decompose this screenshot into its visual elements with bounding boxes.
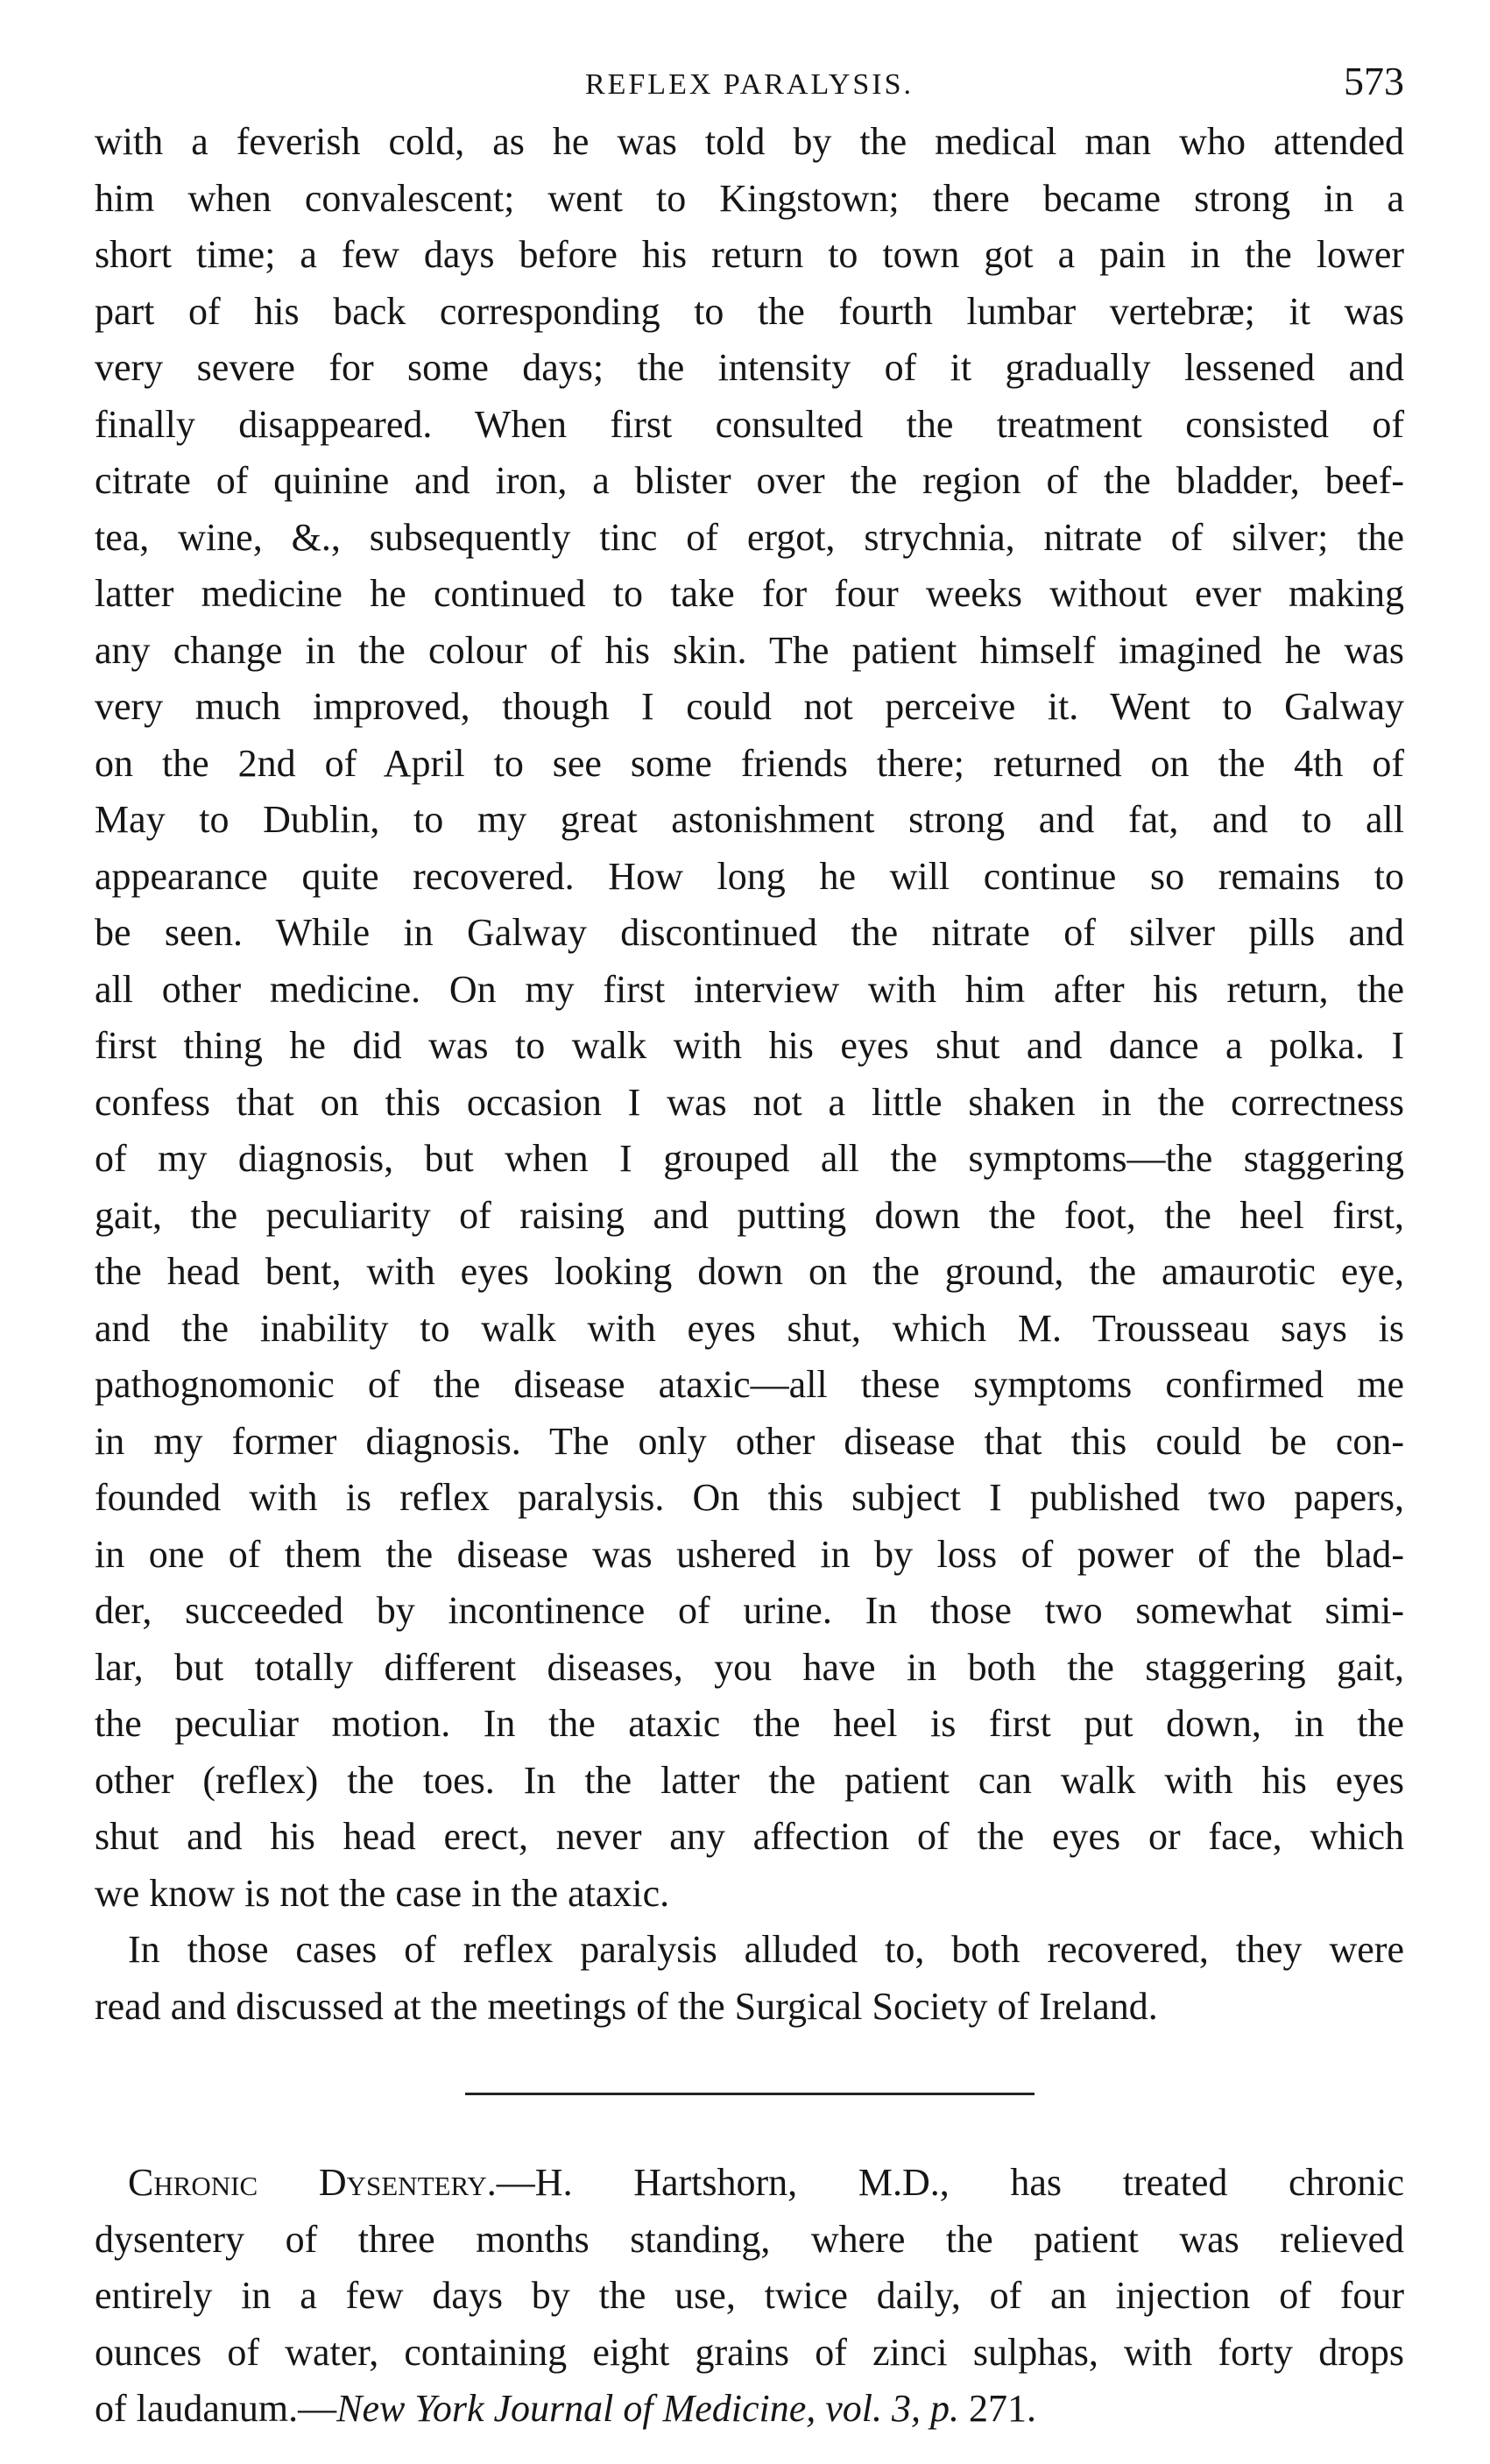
text-line: finally disappeared. When first consulted the treatment consisted of <box>95 402 1404 446</box>
text-line: in my former diagnosis. The only other disease that this could be con- <box>95 1419 1404 1463</box>
text-line: very severe for some days; the intensity of it gradually lessened and <box>95 346 1404 389</box>
text-line: shut and his head erect, never any affection of the eyes or face, which <box>95 1815 1404 1858</box>
text-line <box>95 2155 1404 2212</box>
text-line: latter medicine he continued to take for four weeks without ever making <box>95 572 1404 615</box>
section-gap <box>95 2095 1404 2155</box>
citation-page: 271. <box>959 2387 1037 2430</box>
paragraph-chronic-dysentery <box>95 2155 1404 2438</box>
text-line: the peculiar motion. In the ataxic the heel is first put down, in the <box>95 1702 1404 1745</box>
text-line: ounces of water, containing eight grains of zinci sulphas, with forty drops <box>95 2330 1404 2374</box>
text-line: in one of them the disease was ushered in by loss of power of the blad- <box>95 1532 1404 1576</box>
text-line: of my diagnosis, but when I grouped all the symptoms—the staggering <box>95 1137 1404 1180</box>
text-line: and the inability to walk with eyes shut, which M. Trousseau says is <box>95 1306 1404 1350</box>
text-line: we know is not the case in the ataxic. <box>95 1871 670 1915</box>
text-line: pathognomonic of the disease ataxic—all these symptoms confirmed me <box>95 1363 1404 1406</box>
text-line: part of his back corresponding to the fourth lumbar vertebræ; it was <box>95 289 1404 333</box>
text-line: other (reflex) the toes. In the latter the patient can walk with his eyes <box>95 1758 1404 1802</box>
text-line: with a feverish cold, as he was told by the medical man who attended <box>95 120 1404 163</box>
section-heading: Chronic Dysentery. <box>128 2161 497 2204</box>
section-gap <box>95 2035 1404 2072</box>
text-line: read and discussed at the meetings of the Surgical Society of Ireland. <box>95 1984 1158 2028</box>
paragraph-case-report <box>95 114 1404 1922</box>
text-line: lar, but totally different diseases, you have in both the staggering gait, <box>95 1645 1404 1689</box>
paragraph-reflex-cases <box>95 1922 1404 2035</box>
text-line: tea, wine, &., subsequently tinc of ergot, strychnia, nitrate of silver; the <box>95 515 1404 559</box>
text-line: confess that on this occasion I was not a little shaken in the correctness <box>95 1080 1404 1124</box>
text-line: appearance quite recovered. How long he will continue so remains to <box>95 854 1404 898</box>
text-line: gait, the peculiarity of raising and putting down the foot, the heel first, <box>95 1193 1404 1237</box>
text-line: very much improved, though I could not perceive it. Went to Galway <box>95 685 1404 728</box>
text-line: short time; a few days before his return to town got a pain in the lower <box>95 233 1404 276</box>
text-line: entirely in a few days by the use, twice daily, of an injection of four <box>95 2274 1404 2317</box>
text-line: In those cases of reflex paralysis alluded to, both recovered, they were <box>128 1928 1404 1971</box>
heading-rest: —H. Hartshorn, M.D., has treated chronic <box>496 2161 1404 2204</box>
text-line: all other medicine. On my first interview with him after his return, the <box>95 967 1404 1011</box>
running-header <box>95 53 1404 114</box>
text-line: citrate of quinine and iron, a blister over the region of the bladder, beef- <box>95 459 1404 502</box>
book-page <box>95 53 1404 2438</box>
text-line: der, succeeded by incontinence of urine. In those two somewhat simi- <box>95 1589 1404 1632</box>
text-line: be seen. While in Galway discontinued the nitrate of silver pills and <box>95 911 1404 954</box>
text-line: dysentery of three months standing, where the patient was relieved <box>95 2217 1404 2261</box>
text-line: him when convalescent; went to Kingstown; there became strong in a <box>95 176 1404 220</box>
text-line: first thing he did was to walk with his eyes shut and dance a polka. I <box>95 1024 1404 1067</box>
page-number: 573 <box>1344 59 1404 103</box>
last-line-text: of laudanum.— <box>95 2387 337 2430</box>
text-line: founded with is reflex paralysis. On this subject I published two papers, <box>95 1476 1404 1519</box>
text-line: any change in the colour of his skin. The patient himself imagined he was <box>95 628 1404 672</box>
text-line: on the 2nd of April to see some friends there; returned on the 4th of <box>95 741 1404 785</box>
text-line: the head bent, with eyes looking down on the ground, the amaurotic eye, <box>95 1250 1404 1293</box>
citation: New York Journal of Medicine, vol. 3, p. <box>336 2387 960 2430</box>
text-line <box>95 2381 1404 2438</box>
running-title: REFLEX PARALYSIS. <box>584 68 914 101</box>
text-line: May to Dublin, to my great astonishment strong and fat, and to all <box>95 798 1404 841</box>
